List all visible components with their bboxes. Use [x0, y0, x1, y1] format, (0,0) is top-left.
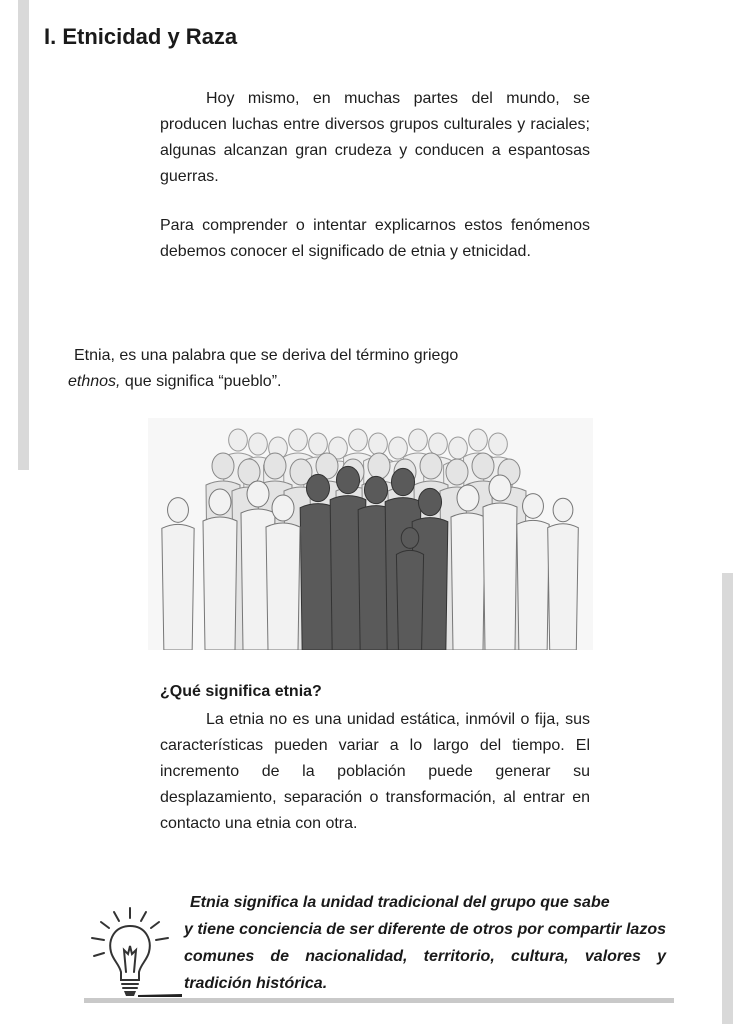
left-margin-bar: [18, 0, 29, 470]
bottom-rule: [84, 998, 674, 1003]
definition-term: ethnos,: [68, 373, 121, 390]
etnia-paragraph: La etnia no es una unidad estática, inmóvil o fija, sus características pueden variar a lo largo del tiempo. El incremento de la población puede generar su desplazamiento, separación o transformación, al entrar en contacto una etnia con otra.: [160, 711, 590, 832]
callout-definition: [184, 889, 666, 997]
definition-line-1: Etnia, es una palabra que se deriva del término griego: [74, 347, 459, 364]
question-heading: ¿Qué significa etnia?: [160, 683, 322, 700]
definition-rest: que significa “pueblo”.: [120, 373, 282, 390]
crowd-dark-group: [300, 466, 448, 650]
crowd-illustration: [148, 418, 593, 650]
definition-paragraph: [68, 343, 538, 395]
intro-paragraph-1: Hoy mismo, en muchas partes del mundo, se producen luchas entre diversos grupos culturales y raciales; algunas alcanzan gran crudeza y conducen a espantosas guerras.: [160, 90, 590, 185]
section-heading: I. Etnicidad y Raza: [44, 24, 238, 49]
callout-line-1: Etnia significa la unidad tradicional del grupo que sabe: [190, 894, 610, 911]
lightbulb-icon: [84, 898, 184, 1000]
definition-line-2: [68, 369, 538, 395]
intro-paragraph-2: Para comprender o intentar explicarnos estos fenómenos debemos conocer el significado de etnia y etnicidad.: [160, 217, 590, 260]
right-margin-bar: [722, 573, 733, 1024]
callout-rest: y tiene conciencia de ser diferente de otros por compartir lazos comunes de nacionalidad, territorio, cultura, valores y tradición histórica.: [184, 921, 666, 992]
